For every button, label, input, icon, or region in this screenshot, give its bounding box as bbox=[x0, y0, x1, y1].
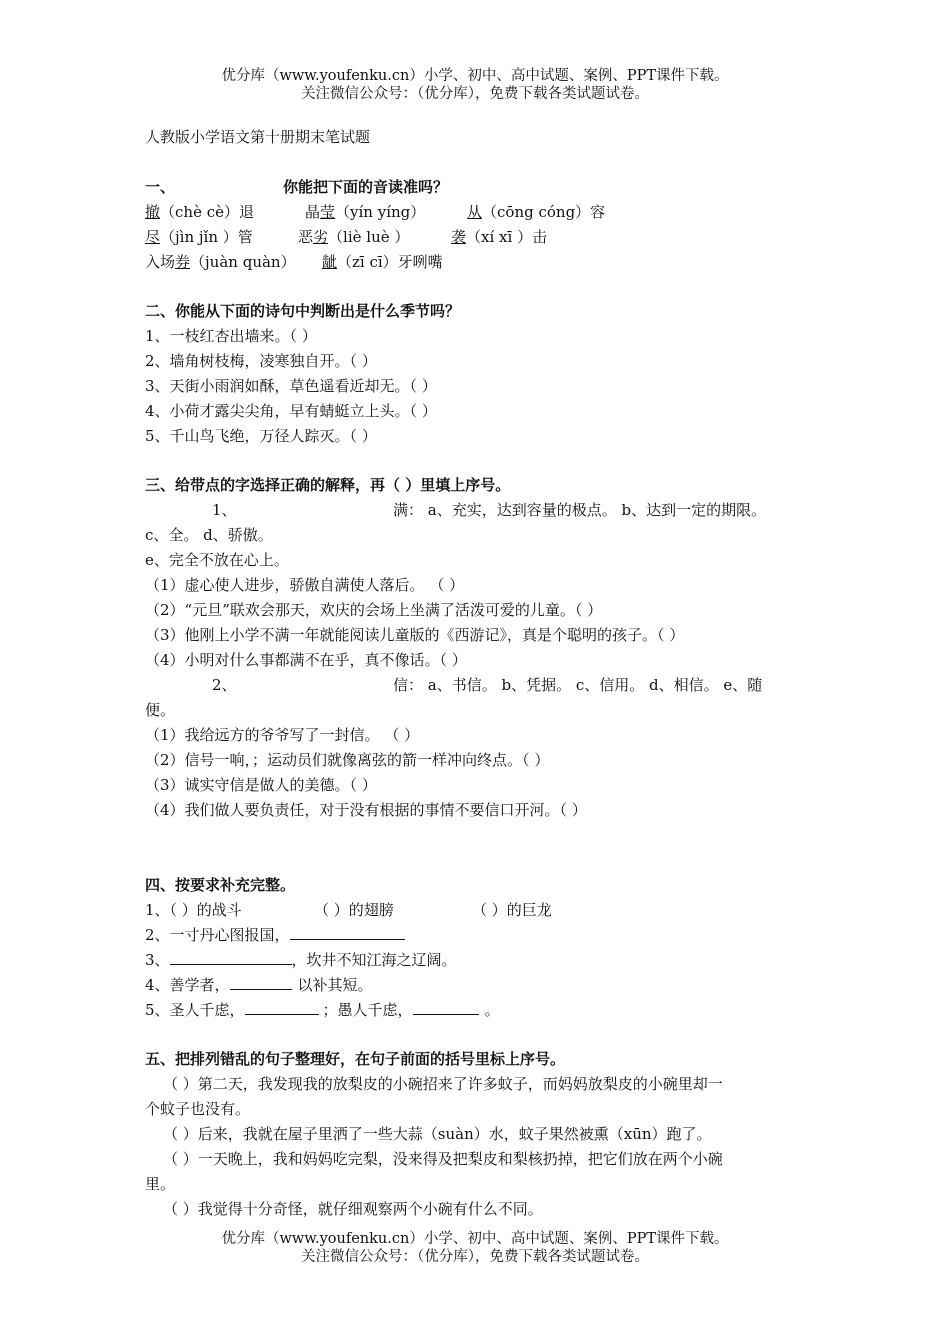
group-1-definition: 满： a、充实，达到容量的极点。 b、达到一定的期限。 bbox=[393, 501, 767, 519]
pinyin-options: （cōng cóng）容 bbox=[482, 203, 606, 221]
answer-blank[interactable] bbox=[170, 950, 292, 965]
ordering-item: （ ）第二天，我发现我的放梨皮的小碗招来了许多蚊子，而妈妈放梨皮的小碗里却一 bbox=[163, 1075, 723, 1093]
underlined-char: 袭 bbox=[451, 228, 467, 246]
section-2-heading: 二、你能从下面的诗句中判断出是什么季节吗？ bbox=[145, 302, 461, 320]
header-line-1: 优分库（www.youfenku.cn）小学、初中、高中试题、案例、PPT课件下载。 bbox=[221, 68, 729, 84]
group-1-definition-cont: c、全。 d、骄傲。 bbox=[145, 526, 273, 544]
poem-item: 4、小荷才露尖尖角，早有蜻蜓立上头。（ ） bbox=[145, 402, 437, 420]
group-2-definition: 信： a、书信。 b、凭据。 c、信用。 d、相信。 e、随 bbox=[393, 676, 763, 694]
fill-item: （ ）的巨龙 bbox=[472, 901, 552, 919]
fill-item bbox=[145, 1000, 500, 1020]
sentence-item: （1）虚心使人进步，骄傲自满使人落后。 （ ） bbox=[145, 576, 465, 594]
section-1-heading: 你能把下面的音读准吗？ bbox=[283, 178, 449, 196]
pinyin-options: （chè cè）退 bbox=[160, 203, 255, 221]
pinyin-prefix: 恶 bbox=[298, 228, 314, 246]
document-title: 人教版小学语文第十册期末笔试题 bbox=[145, 128, 371, 146]
ordering-item: （ ）后来，我就在屋子里洒了一些大蒜（suàn）水，蚊子果然被熏（xūn）跑了。 bbox=[163, 1125, 712, 1143]
sentence-item: （4）我们做人要负责任，对于没有根据的事情不要信口开河。（ ） bbox=[145, 801, 587, 819]
fill-text: 以补其短。 bbox=[297, 976, 373, 994]
pinyin-item bbox=[451, 227, 547, 247]
poem-item: 5、千山鸟飞绝，万径人踪灭。（ ） bbox=[145, 427, 377, 445]
fill-text: 。 bbox=[484, 1001, 500, 1019]
fill-item: （ ）的翅膀 bbox=[314, 901, 394, 919]
underlined-char: 尽 bbox=[145, 228, 161, 246]
pinyin-options: （yín yíng） bbox=[335, 203, 426, 221]
answer-blank[interactable] bbox=[245, 1000, 319, 1015]
fill-text: 5、圣人千虑， bbox=[145, 1001, 245, 1019]
header-line-2: 关注微信公众号：（优分库），免费下载各类试题试卷。 bbox=[301, 86, 649, 102]
sentence-item: （3）他刚上小学不满一年就能阅读儿童版的《西游记》，真是个聪明的孩子。（ ） bbox=[145, 626, 685, 644]
answer-blank[interactable] bbox=[230, 975, 292, 990]
ordering-item-cont: 里。 bbox=[145, 1175, 176, 1193]
sentence-item: （1）我给远方的爷爷写了一封信。 （ ） bbox=[145, 726, 420, 744]
pinyin-item bbox=[467, 202, 605, 222]
fill-item bbox=[145, 975, 373, 995]
underlined-char: 从 bbox=[467, 203, 483, 221]
section-3-heading: 三、给带点的字选择正确的解释，再（ ）里填上序号。 bbox=[145, 476, 511, 494]
pinyin-options: （zī cī）牙咧嘴 bbox=[337, 253, 443, 271]
poem-item: 1、一枝红杏出墙来。（ ） bbox=[145, 327, 317, 345]
pinyin-item bbox=[145, 252, 296, 272]
pinyin-prefix: 入场 bbox=[145, 253, 176, 271]
fill-item bbox=[145, 925, 405, 945]
ordering-item: （ ）我觉得十分奇怪，就仔细观察两个小碗有什么不同。 bbox=[163, 1200, 543, 1218]
answer-blank[interactable] bbox=[413, 1000, 479, 1015]
underlined-char: 劣 bbox=[313, 228, 329, 246]
pinyin-item bbox=[145, 202, 254, 222]
ordering-item-cont: 个蚊子也没有。 bbox=[145, 1100, 251, 1118]
sentence-item: （2）“元旦”联欢会那天，欢庆的会场上坐满了活泼可爱的儿童。（ ） bbox=[145, 601, 603, 619]
pinyin-options: （juàn quàn） bbox=[190, 253, 296, 271]
group-1-number: 1、 bbox=[212, 501, 237, 519]
section-1-number: 一、 bbox=[145, 178, 176, 196]
group-2-definition-cont: 便。 bbox=[145, 701, 176, 719]
pinyin-item bbox=[145, 227, 253, 247]
pinyin-item bbox=[322, 252, 443, 272]
sentence-item: （4）小明对什么事都满不在乎，真不像话。（ ） bbox=[145, 651, 467, 669]
poem-item: 3、天街小雨润如酥，草色遥看近却无。（ ） bbox=[145, 377, 437, 395]
poem-item: 2、墙角树枝梅，凌寒独自开。（ ） bbox=[145, 352, 377, 370]
underlined-char: 券 bbox=[175, 253, 191, 271]
group-2-number: 2、 bbox=[212, 676, 237, 694]
footer-line-2: 关注微信公众号：（优分库），免费下载各类试题试卷。 bbox=[301, 1249, 649, 1265]
sentence-item: （3）诚实守信是做人的美德。（ ） bbox=[145, 776, 377, 794]
fill-item bbox=[145, 950, 457, 970]
pinyin-item bbox=[298, 227, 409, 247]
group-1-definition-cont: e、完全不放在心上。 bbox=[145, 551, 289, 569]
sentence-item: （2）信号一响，；运动员们就像离弦的箭一样冲向终点。（ ） bbox=[145, 751, 550, 769]
section-5-heading: 五、把排列错乱的句子整理好，在句子前面的括号里标上序号。 bbox=[145, 1050, 566, 1068]
section-4-heading: 四、按要求补充完整。 bbox=[145, 876, 296, 894]
pinyin-options: （xí xī ）击 bbox=[466, 228, 548, 246]
underlined-char: 撤 bbox=[145, 203, 161, 221]
pinyin-options: （jìn jǐn ）管 bbox=[160, 228, 253, 246]
ordering-item: （ ）一天晚上，我和妈妈吃完梨，没来得及把梨皮和梨核扔掉，把它们放在两个小碗 bbox=[163, 1150, 723, 1168]
underlined-char: 龇 bbox=[322, 253, 338, 271]
pinyin-options: （liè luè ） bbox=[328, 228, 410, 246]
fill-text: 2、一寸丹心图报国， bbox=[145, 926, 290, 944]
answer-blank[interactable] bbox=[290, 925, 405, 940]
fill-text: 4、善学者， bbox=[145, 976, 230, 994]
fill-text: ；愚人千虑， bbox=[322, 1001, 413, 1019]
underlined-char: 莹 bbox=[320, 203, 336, 221]
fill-item: 1、（ ）的战斗 bbox=[145, 901, 242, 919]
fill-text: ，坎井不知江海之辽阔。 bbox=[291, 951, 457, 969]
footer-line-1: 优分库（www.youfenku.cn）小学、初中、高中试题、案例、PPT课件下载。 bbox=[221, 1231, 729, 1247]
pinyin-item bbox=[305, 202, 425, 222]
fill-text: 3、 bbox=[145, 951, 170, 969]
pinyin-prefix: 晶 bbox=[305, 203, 321, 221]
